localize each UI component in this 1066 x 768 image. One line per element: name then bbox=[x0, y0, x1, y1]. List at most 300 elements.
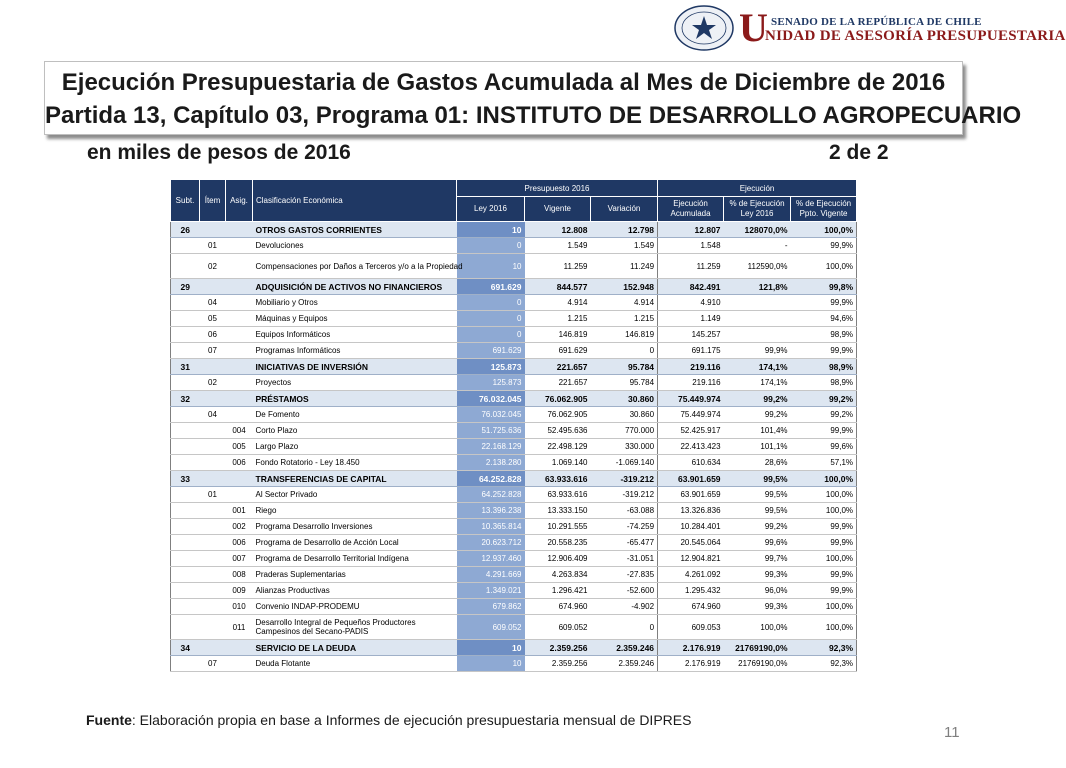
cell-ejec: 4.261.092 bbox=[658, 567, 724, 583]
cell-subt bbox=[171, 407, 200, 423]
cell-asig bbox=[226, 640, 253, 656]
cell-subt bbox=[171, 439, 200, 455]
cell-ejec: 52.425.917 bbox=[658, 423, 724, 439]
cell-subt: 29 bbox=[171, 279, 200, 295]
cell-variacion: -52.600 bbox=[591, 583, 658, 599]
cell-pct_vig: 92,3% bbox=[791, 640, 857, 656]
cell-asig bbox=[226, 375, 253, 391]
table-subtotal-row bbox=[171, 391, 857, 407]
cell-pct_vig: 57,1% bbox=[791, 455, 857, 471]
cell-name: Praderas Suplementarias bbox=[253, 567, 457, 583]
cell-vigente: 1.296.421 bbox=[525, 583, 591, 599]
cell-name: Desarrollo Integral de Pequeños Productores Campesinos del Secano-PADIS bbox=[253, 615, 457, 640]
cell-vigente: 76.062.905 bbox=[525, 391, 591, 407]
cell-vigente: 146.819 bbox=[525, 327, 591, 343]
cell-ejec: 1.295.432 bbox=[658, 583, 724, 599]
cell-subt bbox=[171, 583, 200, 599]
cell-name: Programas Informáticos bbox=[253, 343, 457, 359]
cell-subt: 26 bbox=[171, 222, 200, 238]
cell-variacion: 95.784 bbox=[591, 375, 658, 391]
cell-pct_vig: 99,9% bbox=[791, 535, 857, 551]
cell-ejec: 674.960 bbox=[658, 599, 724, 615]
cell-name: Programa Desarrollo Inversiones bbox=[253, 519, 457, 535]
cell-asig bbox=[226, 359, 253, 375]
group-header-ejecucion: Ejecución bbox=[658, 180, 857, 197]
cell-item: 04 bbox=[200, 295, 226, 311]
cell-name: Corto Plazo bbox=[253, 423, 457, 439]
cell-vigente: 674.960 bbox=[525, 599, 591, 615]
cell-pct_vig: 100,0% bbox=[791, 503, 857, 519]
cell-ley: 64.252.828 bbox=[457, 487, 525, 503]
table-row bbox=[171, 343, 857, 359]
source-text: : Elaboración propia en base a Informes de ejecución presupuestaria mensual de DIPRES bbox=[131, 712, 692, 728]
cell-pct_vig: 98,9% bbox=[791, 359, 857, 375]
cell-item bbox=[200, 551, 226, 567]
cell-pct_ley: 99,2% bbox=[724, 407, 791, 423]
cell-variacion: -31.051 bbox=[591, 551, 658, 567]
title-box bbox=[44, 61, 1022, 135]
cell-pct_vig: 99,9% bbox=[791, 583, 857, 599]
cell-item: 01 bbox=[200, 238, 226, 254]
cell-pct_vig: 99,6% bbox=[791, 439, 857, 455]
col-header-asig: Asig. bbox=[226, 180, 253, 222]
cell-name: Programa de Desarrollo Territorial Indígena bbox=[253, 551, 457, 567]
cell-ley: 12.937.460 bbox=[457, 551, 525, 567]
cell-ley: 22.168.129 bbox=[457, 439, 525, 455]
cell-ejec: 2.176.919 bbox=[658, 640, 724, 656]
cell-ley: 10 bbox=[457, 254, 525, 279]
cell-pct_vig: 99,9% bbox=[791, 238, 857, 254]
col-header-ley: Ley 2016 bbox=[457, 197, 525, 222]
cell-name: Alianzas Productivas bbox=[253, 583, 457, 599]
cell-asig: 007 bbox=[226, 551, 253, 567]
cell-pct_ley: 100,0% bbox=[724, 615, 791, 640]
cell-pct_vig: 100,0% bbox=[791, 254, 857, 279]
cell-vigente: 1.069.140 bbox=[525, 455, 591, 471]
cell-asig: 002 bbox=[226, 519, 253, 535]
cell-ley: 125.873 bbox=[457, 375, 525, 391]
cell-pct_ley: 101,1% bbox=[724, 439, 791, 455]
cell-pct_ley: 121,8% bbox=[724, 279, 791, 295]
cell-pct_vig: 100,0% bbox=[791, 615, 857, 640]
cell-name: Compensaciones por Daños a Terceros y/o a la Propiedad bbox=[253, 254, 457, 279]
cell-vigente: 4.263.834 bbox=[525, 567, 591, 583]
cell-ejec: 10.284.401 bbox=[658, 519, 724, 535]
cell-item bbox=[200, 439, 226, 455]
cell-item bbox=[200, 279, 226, 295]
cell-ejec: 13.326.836 bbox=[658, 503, 724, 519]
cell-ley: 2.138.280 bbox=[457, 455, 525, 471]
cell-name: ADQUISICIÓN DE ACTIVOS NO FINANCIEROS bbox=[253, 279, 457, 295]
cell-name: De Fomento bbox=[253, 407, 457, 423]
cell-item: 07 bbox=[200, 343, 226, 359]
cell-ejec: 1.149 bbox=[658, 311, 724, 327]
cell-asig bbox=[226, 311, 253, 327]
cell-pct_ley: 99,5% bbox=[724, 471, 791, 487]
cell-pct_ley: 99,6% bbox=[724, 535, 791, 551]
cell-ley: 1.349.021 bbox=[457, 583, 525, 599]
cell-variacion: 11.249 bbox=[591, 254, 658, 279]
table-row bbox=[171, 311, 857, 327]
cell-variacion: 4.914 bbox=[591, 295, 658, 311]
cell-subt: 32 bbox=[171, 391, 200, 407]
cell-vigente: 2.359.256 bbox=[525, 640, 591, 656]
cell-variacion: 330.000 bbox=[591, 439, 658, 455]
cell-pct_ley bbox=[724, 295, 791, 311]
budget-table bbox=[170, 179, 857, 672]
table-row bbox=[171, 254, 857, 279]
cell-pct_ley: 99,5% bbox=[724, 503, 791, 519]
cell-variacion: 152.948 bbox=[591, 279, 658, 295]
col-header-pct-ley: % de Ejecución Ley 2016 bbox=[724, 197, 791, 222]
cell-pct_vig: 100,0% bbox=[791, 222, 857, 238]
cell-name: Riego bbox=[253, 503, 457, 519]
cell-pct_ley bbox=[724, 311, 791, 327]
cell-subt bbox=[171, 254, 200, 279]
col-header-item: Ítem bbox=[200, 180, 226, 222]
cell-vigente: 609.052 bbox=[525, 615, 591, 640]
cell-variacion: 2.359.246 bbox=[591, 656, 658, 672]
cell-ejec: 219.116 bbox=[658, 375, 724, 391]
cell-variacion: -65.477 bbox=[591, 535, 658, 551]
cell-name: INICIATIVAS DE INVERSIÓN bbox=[253, 359, 457, 375]
cell-item bbox=[200, 359, 226, 375]
cell-item: 01 bbox=[200, 487, 226, 503]
cell-asig bbox=[226, 407, 253, 423]
cell-variacion: -319.212 bbox=[591, 471, 658, 487]
cell-pct_ley: 99,3% bbox=[724, 599, 791, 615]
cell-item: 02 bbox=[200, 254, 226, 279]
col-header-vigente: Vigente bbox=[525, 197, 591, 222]
cell-vigente: 221.657 bbox=[525, 359, 591, 375]
cell-variacion: -63.088 bbox=[591, 503, 658, 519]
cell-ley: 679.862 bbox=[457, 599, 525, 615]
cell-ejec: 610.634 bbox=[658, 455, 724, 471]
cell-ejec: 63.901.659 bbox=[658, 471, 724, 487]
cell-name: Programa de Desarrollo de Acción Local bbox=[253, 535, 457, 551]
cell-subt bbox=[171, 503, 200, 519]
cell-ley: 125.873 bbox=[457, 359, 525, 375]
cell-asig bbox=[226, 254, 253, 279]
cell-asig bbox=[226, 656, 253, 672]
logo-u-letter: U bbox=[739, 5, 768, 50]
page-indicator: 2 de 2 bbox=[829, 141, 889, 164]
table-row bbox=[171, 407, 857, 423]
cell-ley: 10 bbox=[457, 640, 525, 656]
cell-pct_ley: - bbox=[724, 238, 791, 254]
cell-ley: 691.629 bbox=[457, 343, 525, 359]
cell-item bbox=[200, 471, 226, 487]
cell-variacion: 2.359.246 bbox=[591, 640, 658, 656]
cell-variacion: 0 bbox=[591, 615, 658, 640]
cell-pct_ley: 112590,0% bbox=[724, 254, 791, 279]
cell-item bbox=[200, 583, 226, 599]
table-row bbox=[171, 519, 857, 535]
table-row bbox=[171, 535, 857, 551]
cell-variacion: 1.215 bbox=[591, 311, 658, 327]
cell-pct_ley: 99,7% bbox=[724, 551, 791, 567]
cell-pct_vig: 99,9% bbox=[791, 567, 857, 583]
cell-ejec: 20.545.064 bbox=[658, 535, 724, 551]
cell-variacion: 1.549 bbox=[591, 238, 658, 254]
cell-ley: 76.032.045 bbox=[457, 391, 525, 407]
cell-subt bbox=[171, 551, 200, 567]
table-row bbox=[171, 567, 857, 583]
cell-item bbox=[200, 391, 226, 407]
cell-subt bbox=[171, 295, 200, 311]
cell-vigente: 22.498.129 bbox=[525, 439, 591, 455]
cell-pct_vig: 100,0% bbox=[791, 471, 857, 487]
cell-asig bbox=[226, 343, 253, 359]
cell-variacion: -27.835 bbox=[591, 567, 658, 583]
table-row bbox=[171, 487, 857, 503]
cell-vigente: 1.549 bbox=[525, 238, 591, 254]
cell-asig: 001 bbox=[226, 503, 253, 519]
cell-vigente: 76.062.905 bbox=[525, 407, 591, 423]
cell-pct_vig: 99,9% bbox=[791, 295, 857, 311]
logo-unidad-text: NIDAD DE ASESORÍA PRESUPUESTARIA bbox=[765, 28, 1066, 44]
cell-asig: 010 bbox=[226, 599, 253, 615]
cell-pct_ley: 128070,0% bbox=[724, 222, 791, 238]
cell-vigente: 2.359.256 bbox=[525, 656, 591, 672]
cell-asig: 008 bbox=[226, 567, 253, 583]
cell-item bbox=[200, 615, 226, 640]
cell-vigente: 4.914 bbox=[525, 295, 591, 311]
cell-ley: 13.396.238 bbox=[457, 503, 525, 519]
cell-ley: 10.365.814 bbox=[457, 519, 525, 535]
cell-subt bbox=[171, 311, 200, 327]
cell-ejec: 12.904.821 bbox=[658, 551, 724, 567]
cell-ley: 4.291.669 bbox=[457, 567, 525, 583]
cell-name: PRÉSTAMOS bbox=[253, 391, 457, 407]
table-row bbox=[171, 656, 857, 672]
col-header-pct-vig: % de Ejecución Ppto. Vigente bbox=[791, 197, 857, 222]
cell-asig bbox=[226, 238, 253, 254]
cell-subt bbox=[171, 423, 200, 439]
cell-variacion: -4.902 bbox=[591, 599, 658, 615]
cell-item bbox=[200, 503, 226, 519]
cell-pct_vig: 100,0% bbox=[791, 599, 857, 615]
cell-ley: 609.052 bbox=[457, 615, 525, 640]
cell-item bbox=[200, 567, 226, 583]
source-label: Fuente bbox=[86, 712, 132, 728]
cell-subt bbox=[171, 656, 200, 672]
cell-subt bbox=[171, 519, 200, 535]
table-row bbox=[171, 503, 857, 519]
cell-subt bbox=[171, 455, 200, 471]
table-row bbox=[171, 327, 857, 343]
cell-pct_vig: 99,9% bbox=[791, 343, 857, 359]
cell-item: 02 bbox=[200, 375, 226, 391]
cell-pct_vig: 92,3% bbox=[791, 656, 857, 672]
table-subtotal-row bbox=[171, 640, 857, 656]
table-row bbox=[171, 423, 857, 439]
cell-item bbox=[200, 423, 226, 439]
cell-item bbox=[200, 455, 226, 471]
cell-asig: 004 bbox=[226, 423, 253, 439]
cell-pct_vig: 99,9% bbox=[791, 423, 857, 439]
cell-asig bbox=[226, 222, 253, 238]
cell-asig bbox=[226, 391, 253, 407]
cell-variacion: -74.259 bbox=[591, 519, 658, 535]
cell-ley: 64.252.828 bbox=[457, 471, 525, 487]
cell-ejec: 219.116 bbox=[658, 359, 724, 375]
cell-variacion: 770.000 bbox=[591, 423, 658, 439]
cell-pct_ley: 99,3% bbox=[724, 567, 791, 583]
cell-asig: 006 bbox=[226, 455, 253, 471]
cell-pct_ley bbox=[724, 327, 791, 343]
cell-variacion: 95.784 bbox=[591, 359, 658, 375]
budget-table-body bbox=[171, 222, 857, 672]
cell-asig: 005 bbox=[226, 439, 253, 455]
cell-vigente: 63.933.616 bbox=[525, 487, 591, 503]
cell-name: Fondo Rotatorio - Ley 18.450 bbox=[253, 455, 457, 471]
cell-asig bbox=[226, 471, 253, 487]
cell-pct_ley: 28,6% bbox=[724, 455, 791, 471]
cell-subt bbox=[171, 599, 200, 615]
cell-pct_ley: 99,2% bbox=[724, 519, 791, 535]
source-note bbox=[86, 712, 691, 728]
logo-senado-text: SENADO DE LA REPÚBLICA DE CHILE bbox=[771, 16, 982, 28]
table-row bbox=[171, 615, 857, 640]
cell-name: TRANSFERENCIAS DE CAPITAL bbox=[253, 471, 457, 487]
cell-ejec: 75.449.974 bbox=[658, 391, 724, 407]
table-row bbox=[171, 583, 857, 599]
table-row bbox=[171, 455, 857, 471]
cell-asig bbox=[226, 487, 253, 503]
cell-subt: 33 bbox=[171, 471, 200, 487]
col-header-clasif: Clasificación Económica bbox=[253, 180, 457, 222]
col-header-ejec-acum: Ejecución Acumulada bbox=[658, 197, 724, 222]
cell-variacion: 30.860 bbox=[591, 391, 658, 407]
cell-variacion: -319.212 bbox=[591, 487, 658, 503]
cell-ley: 0 bbox=[457, 295, 525, 311]
senado-logo bbox=[673, 4, 1066, 52]
title-line-1: Ejecución Presupuestaria de Gastos Acumulada al Mes de Diciembre de 2016 bbox=[61, 69, 946, 96]
cell-pct_vig: 94,6% bbox=[791, 311, 857, 327]
cell-subt: 34 bbox=[171, 640, 200, 656]
cell-item bbox=[200, 222, 226, 238]
cell-ejec: 12.807 bbox=[658, 222, 724, 238]
cell-ejec: 63.901.659 bbox=[658, 487, 724, 503]
cell-ejec: 22.413.423 bbox=[658, 439, 724, 455]
group-header-presupuesto: Presupuesto 2016 bbox=[457, 180, 658, 197]
cell-ejec: 691.175 bbox=[658, 343, 724, 359]
cell-subt bbox=[171, 238, 200, 254]
cell-name: OTROS GASTOS CORRIENTES bbox=[253, 222, 457, 238]
cell-asig: 006 bbox=[226, 535, 253, 551]
cell-pct_vig: 99,2% bbox=[791, 407, 857, 423]
cell-ley: 0 bbox=[457, 311, 525, 327]
cell-variacion: 146.819 bbox=[591, 327, 658, 343]
cell-vigente: 13.333.150 bbox=[525, 503, 591, 519]
cell-pct_ley: 101,4% bbox=[724, 423, 791, 439]
cell-vigente: 20.558.235 bbox=[525, 535, 591, 551]
cell-name: Máquinas y Equipos bbox=[253, 311, 457, 327]
cell-ejec: 75.449.974 bbox=[658, 407, 724, 423]
cell-vigente: 52.495.636 bbox=[525, 423, 591, 439]
cell-pct_vig: 98,9% bbox=[791, 327, 857, 343]
cell-pct_vig: 99,8% bbox=[791, 279, 857, 295]
cell-pct_ley: 99,5% bbox=[724, 487, 791, 503]
cell-subt bbox=[171, 567, 200, 583]
cell-vigente: 12.808 bbox=[525, 222, 591, 238]
cell-pct_ley: 99,9% bbox=[724, 343, 791, 359]
cell-subt bbox=[171, 535, 200, 551]
cell-variacion: 12.798 bbox=[591, 222, 658, 238]
cell-item: 05 bbox=[200, 311, 226, 327]
table-subtotal-row bbox=[171, 279, 857, 295]
cell-name: Mobiliario y Otros bbox=[253, 295, 457, 311]
cell-ley: 76.032.045 bbox=[457, 407, 525, 423]
cell-subt bbox=[171, 327, 200, 343]
cell-pct_vig: 100,0% bbox=[791, 551, 857, 567]
col-header-subt: Subt. bbox=[171, 180, 200, 222]
table-row bbox=[171, 439, 857, 455]
cell-ejec: 145.257 bbox=[658, 327, 724, 343]
cell-asig bbox=[226, 327, 253, 343]
senado-seal-icon bbox=[673, 4, 735, 52]
cell-variacion: 0 bbox=[591, 343, 658, 359]
table-subtotal-row bbox=[171, 222, 857, 238]
cell-name: Al Sector Privado bbox=[253, 487, 457, 503]
cell-item bbox=[200, 535, 226, 551]
cell-pct_vig: 99,9% bbox=[791, 519, 857, 535]
cell-item: 07 bbox=[200, 656, 226, 672]
cell-pct_vig: 100,0% bbox=[791, 487, 857, 503]
table-row bbox=[171, 599, 857, 615]
cell-pct_vig: 98,9% bbox=[791, 375, 857, 391]
table-row bbox=[171, 375, 857, 391]
cell-vigente: 221.657 bbox=[525, 375, 591, 391]
table-row bbox=[171, 238, 857, 254]
cell-asig bbox=[226, 279, 253, 295]
cell-subt bbox=[171, 343, 200, 359]
cell-ley: 20.623.712 bbox=[457, 535, 525, 551]
cell-ley: 0 bbox=[457, 327, 525, 343]
cell-ley: 691.629 bbox=[457, 279, 525, 295]
cell-asig bbox=[226, 295, 253, 311]
cell-ejec: 11.259 bbox=[658, 254, 724, 279]
cell-vigente: 63.933.616 bbox=[525, 471, 591, 487]
units-subtitle: en miles de pesos de 2016 bbox=[87, 141, 351, 164]
cell-pct_ley: 21769190,0% bbox=[724, 640, 791, 656]
col-header-variacion: Variación bbox=[591, 197, 658, 222]
cell-name: Devoluciones bbox=[253, 238, 457, 254]
cell-ejec: 842.491 bbox=[658, 279, 724, 295]
cell-asig: 011 bbox=[226, 615, 253, 640]
table-subtotal-row bbox=[171, 359, 857, 375]
cell-subt bbox=[171, 375, 200, 391]
cell-item: 04 bbox=[200, 407, 226, 423]
cell-item bbox=[200, 640, 226, 656]
cell-ley: 51.725.636 bbox=[457, 423, 525, 439]
table-row bbox=[171, 551, 857, 567]
cell-asig: 009 bbox=[226, 583, 253, 599]
cell-vigente: 11.259 bbox=[525, 254, 591, 279]
cell-subt bbox=[171, 615, 200, 640]
cell-item bbox=[200, 599, 226, 615]
cell-item bbox=[200, 519, 226, 535]
cell-name: Deuda Flotante bbox=[253, 656, 457, 672]
cell-ejec: 609.053 bbox=[658, 615, 724, 640]
cell-pct_ley: 96,0% bbox=[724, 583, 791, 599]
cell-variacion: 30.860 bbox=[591, 407, 658, 423]
cell-ley: 10 bbox=[457, 656, 525, 672]
cell-ejec: 4.910 bbox=[658, 295, 724, 311]
cell-pct_ley: 174,1% bbox=[724, 375, 791, 391]
cell-name: Equipos Informáticos bbox=[253, 327, 457, 343]
